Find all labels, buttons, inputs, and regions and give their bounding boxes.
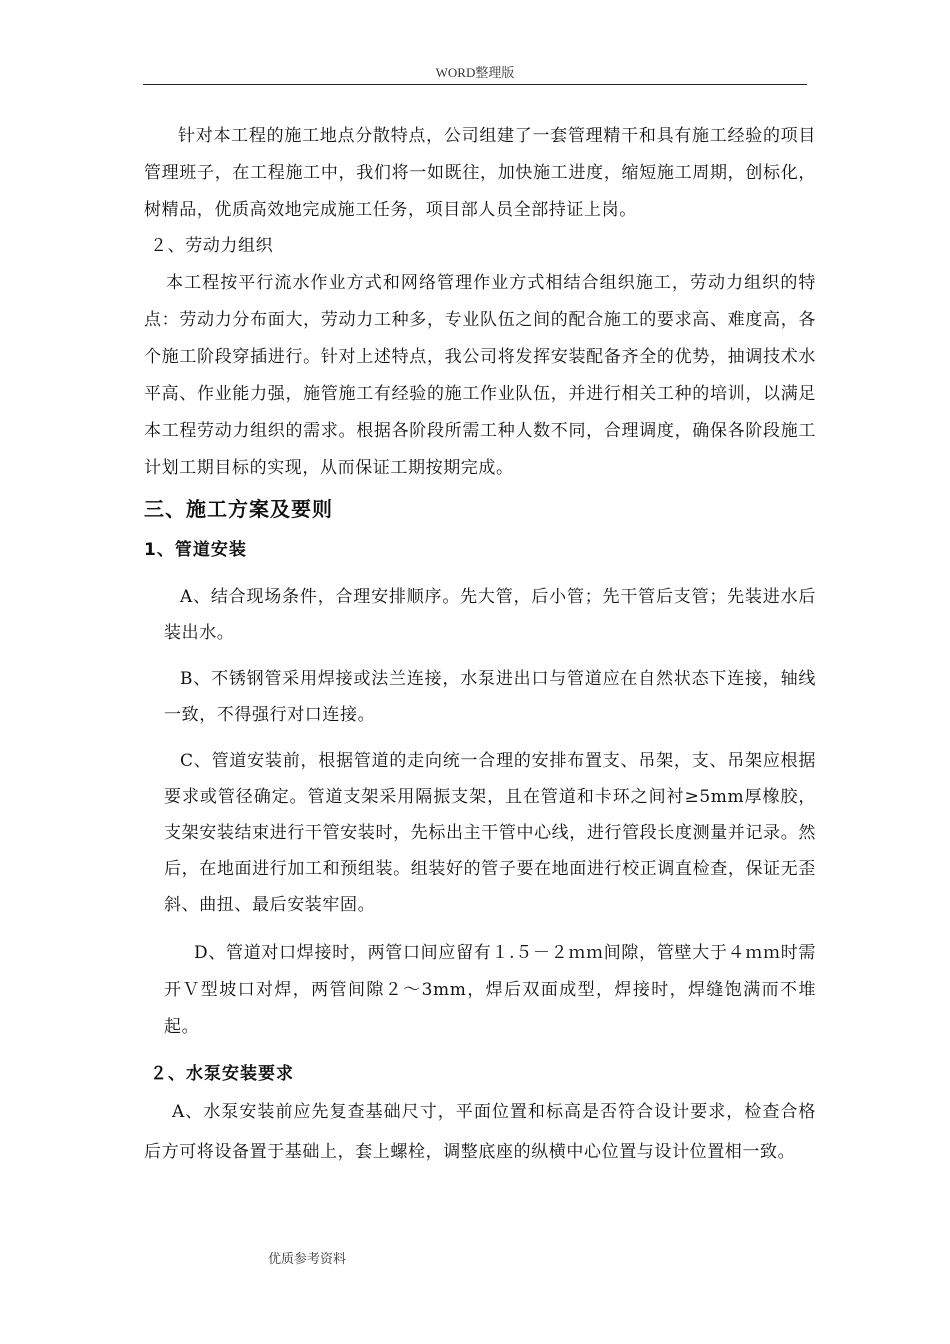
intro-paragraph: 针对本工程的施工地点分散特点，公司组建了一套管理精干和具有施工经验的项目管理班子，在工程施工中，我们将一如既往，加快施工进度，缩短施工周期，创标化，树精品，优质高效地完成施工任务，项目部人员全部持证上岗。 <box>144 126 816 220</box>
pipe-heading: 1、管道安装 <box>144 540 247 560</box>
header-divider <box>143 84 807 85</box>
pipe-item-b-text: B、不锈钢管采用焊接或法兰连接，水泵进出口与管道应在自然状态下连接，轴线一致，不得强行对口连接。 <box>164 669 816 725</box>
pipe-item-b <box>144 661 816 733</box>
labor-heading: ２、劳动力组织 <box>150 236 274 256</box>
pipe-item-a-text: A、结合现场条件，合理安排顺序。先大管，后小管；先干管后支管；先装进水后装出水。 <box>164 587 816 643</box>
page-header: WORD整理版 <box>435 65 515 80</box>
page-footer: 优质参考资料 <box>268 1252 347 1267</box>
pump-heading: ２、水泵安装要求 <box>150 1064 294 1084</box>
labor-paragraph: 本工程按平行流水作业方式和网络管理作业方式相结合组织施工，劳动力组织的特点：劳动力分布面大，劳动力工种多，专业队伍之间的配合施工的要求高、难度高，各个施工阶段穿插进行。针对上述特点，我公司将发挥安装配备齐全的优势，抽调技术水平高、作业能力强，施管施工有经验的施工作业队伍，并进行相关工种的培训，以满足本工程劳动力组织的需求。根据各阶段所需工种人数不同，合理调度，确保各阶段施工计划工期目标的实现，从而保证工期按期完成。 <box>144 273 816 478</box>
pipe-item-a <box>144 579 816 651</box>
pipe-item-d-text: D、管道对口焊接时，两管口间应留有１.５－２ｍｍ间隙，管壁大于４ｍｍ时需开Ｖ型坡口对焊，两管间隙２～3mm，焊后双面成型，焊接时，焊缝饱满而不堆起。 <box>164 943 816 1037</box>
section-heading: 三、施工方案及要则 <box>144 497 333 521</box>
document-body <box>144 118 816 1172</box>
pipe-item-c <box>144 743 816 923</box>
pipe-item-c-text: C、管道安装前，根据管道的走向统一合理的安排布置支、吊架，支、吊架应根据要求或管径确定。管道支架采用隔振支架，且在管道和卡环之间衬≥5mm厚橡胶，支架安装结束进行干管安装时，先标出主干管中心线，进行管段长度测量并记录。然后，在地面进行加工和预组装。组装好的管子要在地面进行校正调直检查，保证无歪斜、曲扭、最后安装牢固。 <box>164 751 816 915</box>
pipe-item-d <box>144 935 816 1046</box>
pump-paragraph: A、水泵安装前应先复查基础尺寸，平面位置和标高是否符合设计要求，检查合格后方可将设备置于基础上，套上螺栓，调整底座的纵横中心位置与设计位置相一致。 <box>144 1102 816 1162</box>
